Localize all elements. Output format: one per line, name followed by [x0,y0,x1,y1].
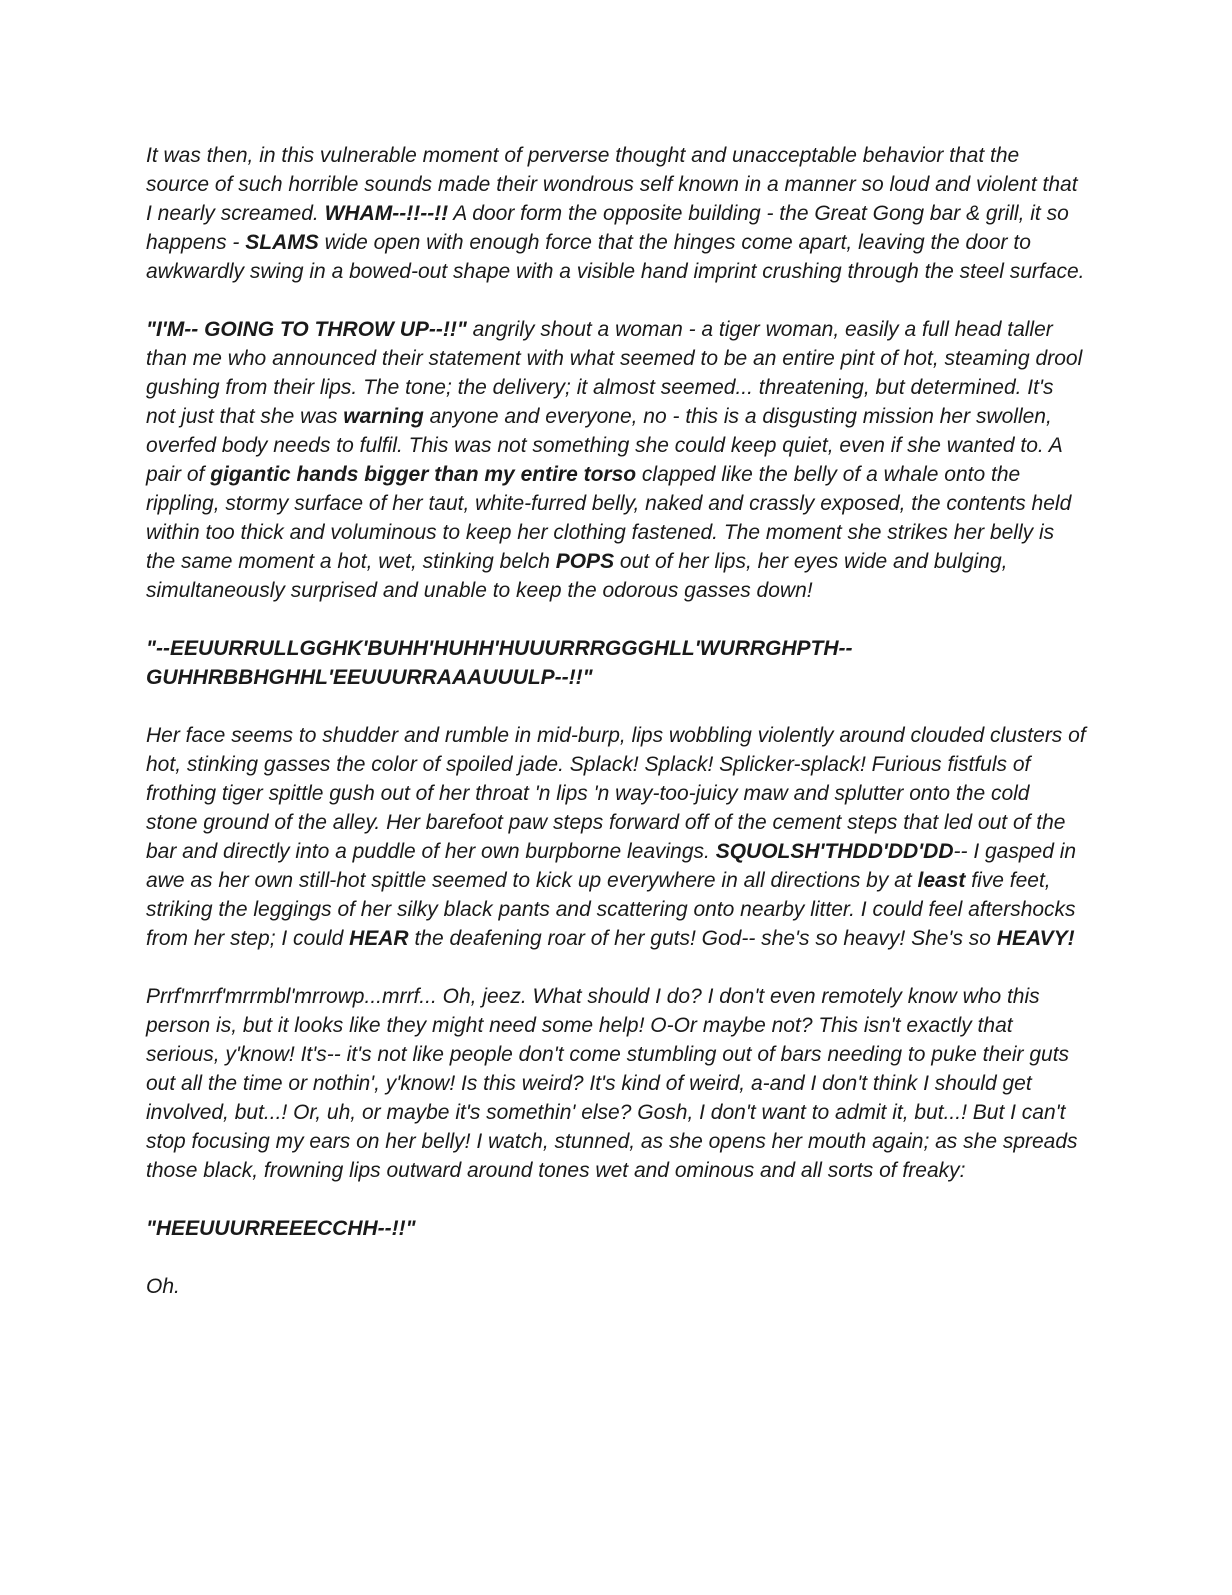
paragraph [146,1214,1086,1243]
paragraph [146,141,1086,286]
emphasis-text: SLAMS [245,231,319,254]
emphasis-text: WHAM--!!--!! [324,202,449,225]
paragraph [146,1272,1086,1301]
emphasis-text: "HEEUUURREEECCHH--!!" [146,1217,416,1240]
emphasis-text: gigantic hands bigger than my entire torso [210,463,637,486]
body-text: A door form the opposite building - the Great Gong bar & grill, it so happens - [146,202,1069,254]
body-text: Prrf'mrrf'mrrmbl'mrrowp...mrrf... Oh, jeez. What should I do? I don't even remotely know who this person is, but it looks like they might need some help! O-Or maybe not? This isn't exactly that serious, y'know! It's-- it's not like people don't come stumbling out of bars needing to puke their guts out all the time or nothin', y'know! Is this weird? It's kind of weird, a-and I don't think I should get involved, but...! Or, uh, or maybe it's somethin' else? Gosh, I don't want to admit it, but...! But I can't stop focusing my ears on her belly! I watch, stunned, as she opens her mouth again; as she spreads those black, frowning lips outward around tones wet and ominous and all sorts of freaky: [146,985,1078,1182]
emphasis-text: least [917,869,966,892]
document-body [146,141,1086,1301]
body-text: Oh. [146,1275,180,1298]
body-text: -- I gasped in awe as her own still-hot spittle seemed to kick up everywhere in all directions by at [146,840,1077,892]
paragraph [146,721,1086,953]
body-text: anyone and everyone, no - this is a disgusting mission her swollen, overfed body needs to fulfil. This was not something she could keep quiet, even if she wanted to. A pair of [146,405,1062,486]
emphasis-text: HEAVY! [996,927,1075,950]
body-text: Her face seems to shudder and rumble in mid-burp, lips wobbling violently around clouded clusters of hot, stinking gasses the color of spoiled jade. Splack! Splack! Splicker-splack! Furious fistfuls of frothing tiger spittle gush out of her throat 'n lips 'n way-too-juicy maw and splutter onto the cold stone ground of the alley. Her barefoot paw steps forward off of the cement steps that led out of the bar and directly into a puddle of her own burpborne leavings. [146,724,1086,863]
body-text: clapped like the belly of a whale onto the rippling, stormy surface of her taut, white-furred belly, naked and crassly exposed, the contents held within too thick and voluminous to keep her clothing fastened. The moment she strikes her belly is the same moment a hot, wet, stinking belch [146,463,1072,573]
body-text: the deafening roar of her guts! God-- she's so heavy! She's so [408,927,997,950]
body-text: angrily shout a woman - a tiger woman, easily a full head taller than me who announced their statement with what seemed to be an entire pint of hot, steaming drool gushing from their lips. The tone; the delivery; it almost seemed... threatening, but determined. It's not just that she was [146,318,1083,428]
body-text: five feet, striking the leggings of her silky black pants and scattering onto nearby litter. I could feel aftershocks from her step; I could [146,869,1076,950]
emphasis-text: "--EEUURRULLGGHK'BUHH'HUHH'HUUURRRGGGHLL'WURRGHPTH--GUHHRBBHGHHL'EEUUURRAAAUUULP--!!" [146,637,853,689]
body-text: out of her lips, her eyes wide and bulging, simultaneously surprised and unable to keep the odorous gasses down! [146,550,1008,602]
emphasis-text: "I'M-- GOING TO THROW UP--!!" [146,318,467,341]
emphasis-text: SQUOLSH'THDD'DD'DD [715,840,954,863]
emphasis-text: HEAR [349,927,409,950]
paragraph [146,982,1086,1185]
paragraph [146,634,1086,692]
body-text: It was then, in this vulnerable moment of perverse thought and unacceptable behavior that the source of such horrible sounds made their wondrous self known in a manner so loud and violent that I nearly screamed. [146,144,1078,225]
paragraph [146,315,1086,605]
emphasis-text: warning [343,405,424,428]
emphasis-text: POPS [555,550,615,573]
body-text: wide open with enough force that the hinges come apart, leaving the door to awkwardly swing in a bowed-out shape with a visible hand imprint crushing through the steel surface. [146,231,1085,283]
